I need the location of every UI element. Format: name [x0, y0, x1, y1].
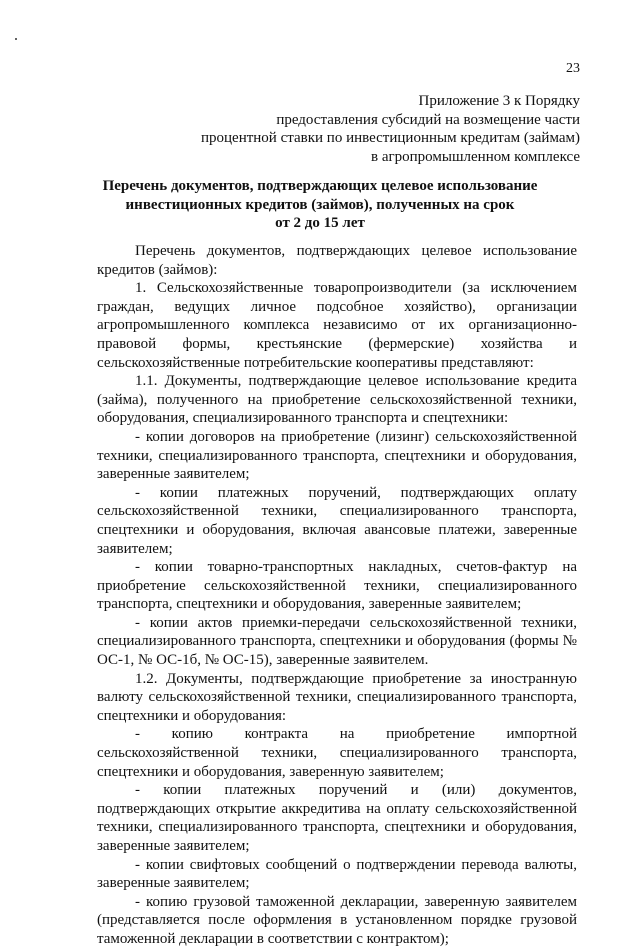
intro-paragraph: Перечень документов, подтверждающих целевое использование кредитов (займов):	[97, 243, 577, 278]
appendix-reference	[140, 92, 580, 166]
appendix-line: предоставления субсидий на возмещение части	[276, 111, 580, 128]
document-title	[80, 177, 560, 233]
title-line: от 2 до 15 лет	[275, 215, 365, 232]
list-item: - копии товарно-транспортных накладных, счетов-фактур на приобретение сельскохозяйственной техники, специализированного транспорта, спецтехники и оборудования, заверенные заявителем;	[97, 559, 577, 613]
scan-speck	[15, 38, 17, 40]
title-line: инвестиционных кредитов (займов), полученных на срок	[125, 196, 515, 213]
appendix-line: процентной ставки по инвестиционным кредитам (займам)	[200, 130, 580, 147]
document-body	[97, 242, 577, 949]
list-item: - копии актов приемки-передачи сельскохозяйственной техники, специализированного транспорта, спецтехники и оборудования (формы № ОС-1, № ОС-1б, № ОС-15), заверенные заявителем.	[97, 614, 577, 669]
list-item: - копии свифтовых сообщений о подтверждении перевода валюты, заверенные заявителем;	[97, 856, 577, 892]
subsection-1-1-paragraph: 1.1. Документы, подтверждающие целевое использование кредита (займа), полученного на приобретение сельскохозяйственной техники, оборудования, специализированного транспорта и спецтехники:	[97, 373, 577, 427]
page-number: 23	[566, 61, 580, 76]
appendix-line: Приложение 3 к Порядку	[418, 93, 580, 109]
list-item: - копии договоров на приобретение (лизинг) сельскохозяйственной техники, специализированного транспорта, спецтехники и оборудования, заверенные заявителем;	[97, 428, 577, 483]
section-1-paragraph: 1. Сельскохозяйственные товаропроизводители (за исключением граждан, ведущих личное подсобное хозяйство), организации агропромышленного комплекса независимо от их организационно-правовой формы, крестьянские (фермерские) хозяйства и сельскохозяйственные потребительские кооперативы представляют:	[97, 280, 577, 371]
appendix-line: в агропромышленном комплексе	[371, 148, 580, 165]
list-item: - копии платежных поручений, подтверждающих оплату сельскохозяйственной техники, специализированного транспорта, спецтехники и оборудования, включая авансовые платежи, заверенные заявителем;	[97, 484, 577, 557]
list-item: - копию грузовой таможенной декларации, заверенную заявителем (представляется после оформления в установленном порядке грузовой таможенной декларации в соответствии с контрактом);	[97, 893, 577, 947]
title-line: Перечень документов, подтверждающих целевое использование	[102, 178, 538, 194]
list-item: - копии платежных поручений и (или) документов, подтверждающих открытие аккредитива на оплату сельскохозяйственной техники, специализированного транспорта, спецтехники и оборудования, заверенные заявителем;	[97, 782, 577, 854]
subsection-1-2-paragraph: 1.2. Документы, подтверждающие приобретение за иностранную валюту сельскохозяйственной техники, специализированного транспорта, спецтехники и оборудования:	[97, 670, 577, 724]
list-item: - копию контракта на приобретение импортной сельскохозяйственной техники, специализированного транспорта, спецтехники и оборудования, заверенную заявителем;	[97, 726, 577, 780]
